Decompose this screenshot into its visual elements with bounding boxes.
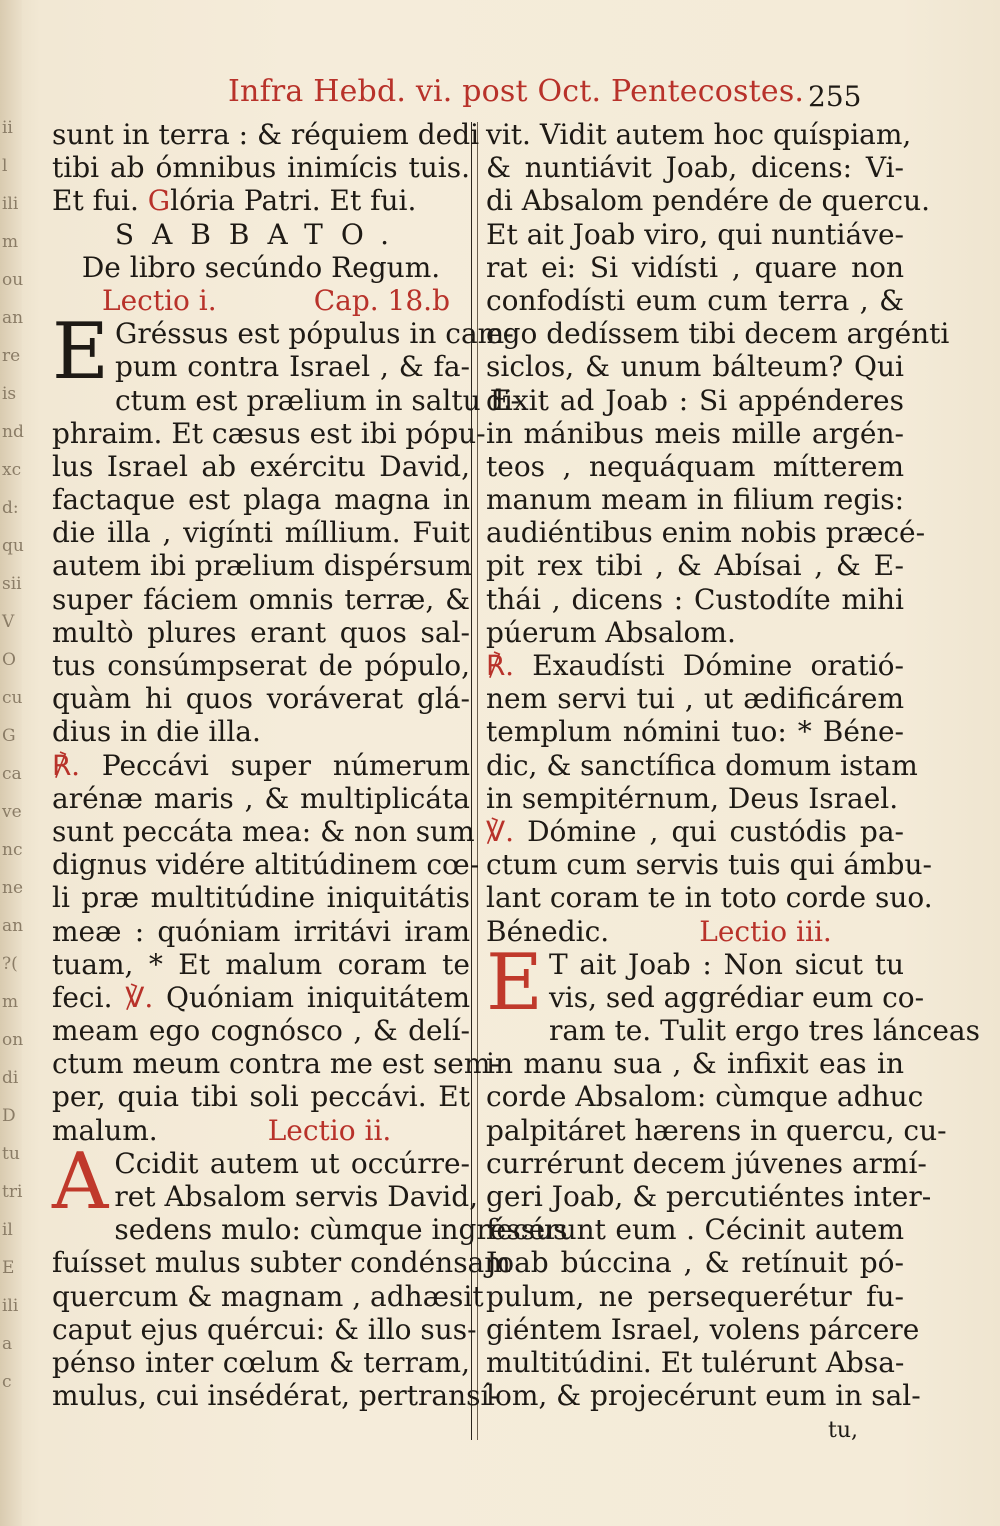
edge-fragment: c bbox=[2, 1372, 12, 1392]
text-line: quàm hi quos voráverat glá- bbox=[52, 682, 470, 716]
text-line: ram te. Tulit ergo tres lánceas bbox=[548, 1014, 980, 1048]
edge-fragment: m bbox=[2, 992, 19, 1012]
text-line: sunt peccáta mea: & non sum bbox=[52, 814, 475, 848]
text-line: siclos, & unum bálteum? Qui bbox=[486, 350, 904, 384]
lectio-iii-body bbox=[486, 937, 980, 1413]
edge-fragment: an bbox=[2, 308, 24, 328]
text-line: sunt in terra : & réquiem dedi bbox=[52, 118, 480, 151]
text-line: audiéntibus enim nobis præcé- bbox=[486, 516, 926, 550]
text-line: pum contra Israel , & fa- bbox=[114, 350, 470, 384]
edge-fragment: qu bbox=[2, 536, 24, 556]
text-line: currérunt decem júvenes armí- bbox=[486, 1146, 927, 1180]
text-line: super fáciem omnis terræ, & bbox=[52, 582, 470, 616]
edge-fragment: xc bbox=[2, 460, 22, 480]
text-line: ctum cum servis tuis qui ámbu- bbox=[486, 848, 932, 882]
text-segment: feci. bbox=[52, 980, 113, 1014]
text-line: lom, & projecérunt eum in sal- bbox=[486, 1379, 921, 1413]
text-line: giéntem Israel, volens párcere bbox=[486, 1312, 920, 1346]
text-segment: Peccávi super númerum bbox=[101, 748, 470, 782]
lectio-ii-body bbox=[52, 1136, 568, 1413]
text-line: fecérunt eum . Cécinit autem bbox=[486, 1213, 904, 1247]
text-line: meæ : quóniam irritávi iram bbox=[52, 914, 470, 948]
page-number: 255 bbox=[808, 80, 862, 113]
text-segment: Quóniam iniquitátem bbox=[166, 980, 470, 1014]
text-line: factaque est plaga magna in bbox=[52, 483, 470, 517]
text-line bbox=[486, 649, 904, 682]
edge-fragment: ve bbox=[2, 802, 22, 822]
text-line: sedens mulo: cùmque ingréssus bbox=[114, 1213, 568, 1247]
text-line: tus consúmpserat de pópulo, bbox=[52, 649, 470, 682]
text-line: pénso inter cœlum & terram, bbox=[52, 1345, 470, 1379]
text-line: multò plures erant quos sal- bbox=[52, 615, 470, 649]
edge-fragment: nc bbox=[2, 840, 23, 860]
edge-fragment: ?( bbox=[2, 954, 18, 974]
text-line: quercum & magnam , adhæsit bbox=[52, 1279, 484, 1313]
text-line: templum nómini tuo: * Béne- bbox=[486, 715, 904, 749]
text-line: per, quia tibi soli peccávi. Et bbox=[52, 1080, 470, 1114]
section-title-sabbato: SABBATO. bbox=[114, 217, 408, 251]
text-line: corde Absalom: cùmque adhuc bbox=[486, 1080, 924, 1114]
text-line: geri Joab, & percutiéntes inter- bbox=[486, 1180, 932, 1213]
text-line: dixit ad Joab : Si appénderes bbox=[486, 383, 904, 417]
text-line: thái , dicens : Custodíte mihi bbox=[486, 582, 904, 616]
versicle-lines bbox=[486, 848, 933, 915]
text-line: arénæ maris , & multiplicáta bbox=[52, 781, 470, 815]
benedic-text: Bénedic. bbox=[486, 914, 610, 948]
text-line: ego dedíssem tibi decem argénti bbox=[486, 317, 950, 351]
edge-fragment: an bbox=[2, 916, 24, 936]
text-line: phraim. Et cæsus est ibi pópu- bbox=[52, 416, 486, 450]
text-line: rat ei: Si vidísti , quare non bbox=[486, 250, 904, 284]
edge-fragment: D bbox=[2, 1106, 16, 1126]
edge-fragment: il bbox=[2, 1220, 13, 1240]
edge-fragment: di bbox=[2, 1068, 19, 1088]
text-line: ctum est prælium in saltu E- bbox=[114, 383, 520, 417]
text-line: in mánibus meis mille argén- bbox=[486, 416, 904, 450]
drop-cap-initial: E bbox=[486, 937, 543, 1028]
text-line: palpitáret hærens in quercu, cu- bbox=[486, 1113, 947, 1147]
text-line: teos , nequáquam mítterem bbox=[486, 449, 904, 483]
text-segment: Et fui. bbox=[52, 184, 148, 218]
text-line: Gréssus est pópulus in cam- bbox=[114, 317, 514, 351]
text-line: T ait Joab : Non sicut tu bbox=[548, 947, 904, 981]
gloria-red-initial: G bbox=[147, 184, 171, 218]
text-line: in sempitérnum, Deus Israel. bbox=[486, 781, 899, 815]
text-line bbox=[52, 1114, 470, 1147]
catchword: tu, bbox=[828, 1418, 859, 1443]
text-line: meam ego cognósco , & delí- bbox=[52, 1014, 470, 1048]
edge-fragment: l bbox=[2, 156, 8, 176]
edge-fragment: ca bbox=[2, 764, 22, 784]
edge-fragment: O bbox=[2, 650, 16, 670]
text-line: vit. Vidit autem hoc quíspiam, bbox=[486, 118, 912, 151]
versicle-symbol: ℣. bbox=[125, 980, 154, 1014]
edge-fragment: re bbox=[2, 346, 21, 366]
lectio-iii-label: Lectio iii. bbox=[699, 914, 832, 948]
edge-fragment: is bbox=[2, 384, 17, 404]
text-line: Joab búccina , & retínuit pó- bbox=[486, 1246, 904, 1280]
responsory-symbol: ℟. bbox=[52, 748, 81, 782]
text-line: multitúdini. Et tulérunt Absa- bbox=[486, 1345, 905, 1379]
text-segment: Exaudísti Dómine oratió- bbox=[532, 649, 904, 682]
drop-cap-initial: E bbox=[52, 307, 109, 398]
edge-fragment: tri bbox=[2, 1182, 23, 1202]
text-line: Ccidit autem ut occúrre- bbox=[114, 1146, 470, 1180]
text-line bbox=[52, 981, 470, 1014]
right-text-lines bbox=[486, 118, 950, 649]
lectio-i-lines bbox=[52, 307, 520, 749]
edge-fragment: a bbox=[2, 1334, 13, 1354]
edge-fragment: m bbox=[2, 232, 19, 252]
text-line: manum meam in filium regis: bbox=[486, 483, 904, 517]
text-line bbox=[486, 815, 904, 848]
text-line: nem servi tui , ut ædificárem bbox=[486, 682, 904, 716]
text-segment: Dómine , qui custódis pa- bbox=[527, 814, 904, 848]
text-line: lant coram te in toto corde suo. bbox=[486, 881, 933, 915]
edge-fragment: ne bbox=[2, 878, 24, 898]
text-line: pit rex tibi , & Abísai , & E- bbox=[486, 549, 904, 583]
edge-fragment: ili bbox=[2, 194, 19, 214]
text-line bbox=[52, 749, 470, 782]
edge-fragment: on bbox=[2, 1030, 24, 1050]
drop-cap-initial: A bbox=[52, 1136, 109, 1227]
edge-fragment: G bbox=[2, 726, 16, 746]
running-head: Infra Hebd. vi. post Oct. Pentecostes. bbox=[228, 74, 805, 109]
text-line: tibi ab ómnibus inimícis tuis. bbox=[52, 151, 470, 185]
text-line: mulus, cui insédérat, pertransí- bbox=[52, 1379, 499, 1413]
book-title: De libro secúndo Regum. bbox=[81, 250, 441, 284]
text-line: di Absalom pendére de quercu. bbox=[486, 184, 931, 218]
page-header bbox=[228, 74, 868, 114]
text-segment: malum. bbox=[52, 1113, 158, 1147]
text-line: vis, sed aggrédiar eum co- bbox=[548, 980, 925, 1014]
text-line: li præ multitúdine iniquitátis bbox=[52, 881, 470, 915]
edge-fragment: ou bbox=[2, 270, 24, 290]
text-line: pulum, ne persequerétur fu- bbox=[486, 1279, 904, 1313]
text-line: confodísti eum cum terra , & bbox=[486, 283, 904, 317]
lectio-i-label: Lectio i. bbox=[102, 283, 217, 317]
text-line: dius in die illa. bbox=[52, 715, 261, 749]
edge-fragment: sii bbox=[2, 574, 22, 594]
text-line: die illa , vigínti míllium. Fuit bbox=[52, 516, 470, 550]
text-line: ctum meum contra me est sem- bbox=[52, 1047, 500, 1081]
chapter-ref: Cap. 18.b bbox=[313, 283, 450, 317]
text-segment: lória Patri. Et fui. bbox=[170, 184, 417, 218]
responsory-lines bbox=[486, 682, 918, 815]
edge-fragment: E bbox=[2, 1258, 15, 1278]
edge-fragment: cu bbox=[2, 688, 23, 708]
edge-fragment: ili bbox=[2, 1296, 19, 1316]
lectio-heading bbox=[52, 284, 470, 317]
right-column bbox=[486, 118, 980, 1448]
versicle-symbol: ℣. bbox=[486, 814, 515, 848]
text-line: púerum Absalom. bbox=[486, 615, 736, 649]
responsory-symbol: ℟. bbox=[486, 649, 515, 682]
text-line: Et ait Joab viro, qui nuntiáve- bbox=[486, 217, 904, 251]
lectio-iii-lines bbox=[486, 937, 980, 1413]
text-line: & nuntiávit Joab, dicens: Vi- bbox=[486, 151, 904, 185]
text-line: caput ejus quércui: & illo sus- bbox=[52, 1312, 477, 1346]
edge-fragment: V bbox=[2, 612, 15, 632]
text-line: dic, & sanctífica domum istam bbox=[486, 748, 918, 782]
text-line bbox=[486, 915, 904, 948]
facing-page-edge bbox=[0, 0, 22, 1526]
edge-fragment: tu bbox=[2, 1144, 20, 1164]
text-line: fuísset mulus subter condénsam bbox=[52, 1246, 511, 1280]
text-line: lus Israel ab exércitu David, bbox=[52, 449, 470, 483]
text-line bbox=[52, 184, 470, 217]
edge-fragment: nd bbox=[2, 422, 24, 442]
edge-fragment: ii bbox=[2, 118, 13, 138]
text-line: tuam, * Et malum coram te bbox=[52, 947, 470, 981]
text-line: autem ibi prælium dispérsum bbox=[52, 549, 472, 583]
text-line: dignus vidére altitúdinem cœ- bbox=[52, 848, 480, 882]
lectio-ii-label: Lectio ii. bbox=[267, 1113, 392, 1147]
lectio-i-body bbox=[52, 307, 520, 749]
edge-fragment: d: bbox=[2, 498, 19, 518]
text-line: in manu sua , & infixit eas in bbox=[486, 1047, 904, 1081]
text-line: ret Absalom servis David, bbox=[114, 1180, 479, 1213]
